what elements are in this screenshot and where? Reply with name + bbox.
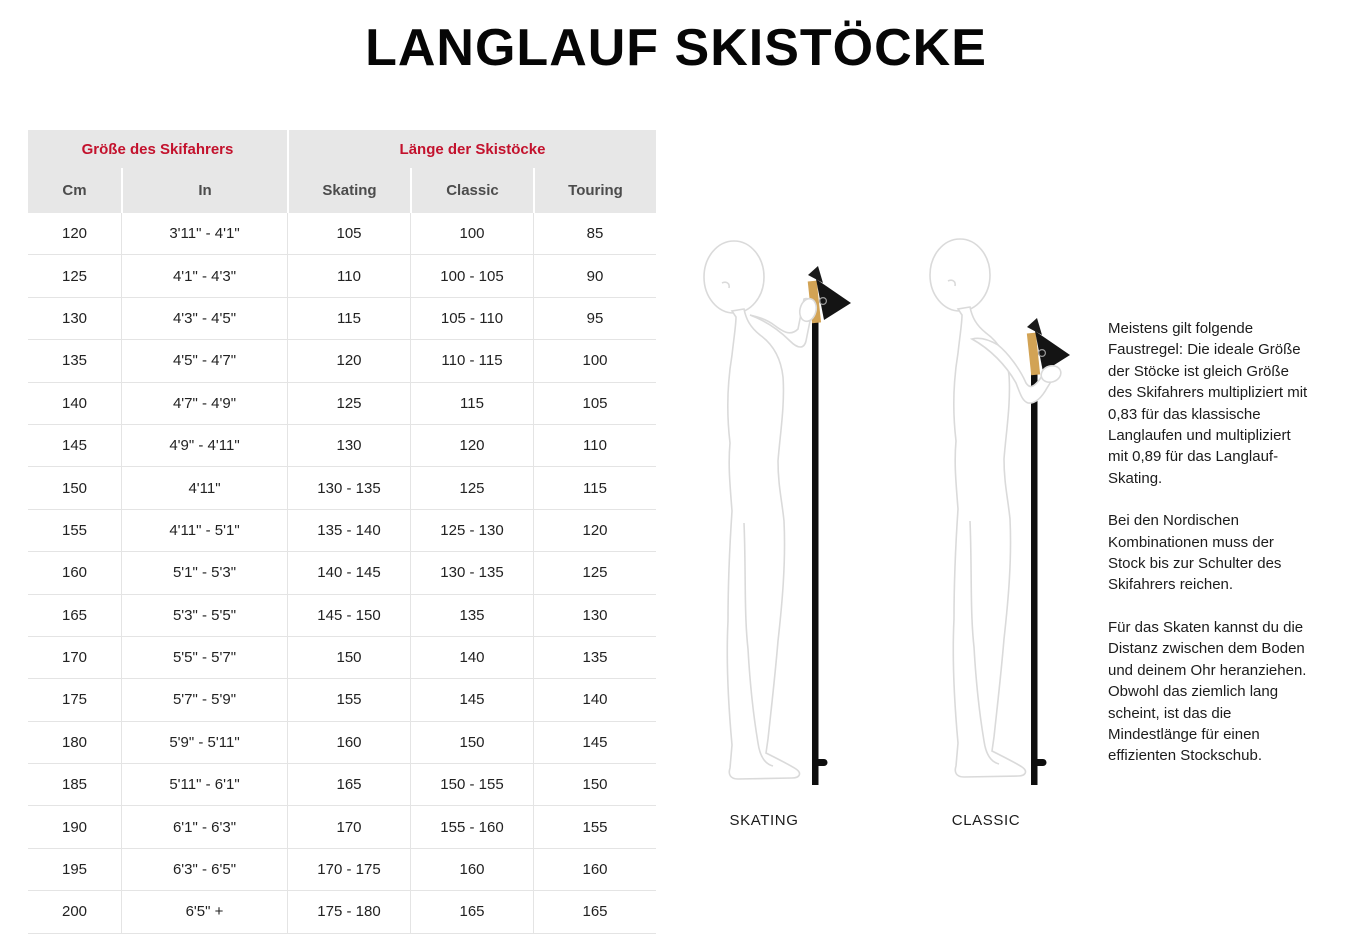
table-cell-in: 4'3" - 4'5" <box>122 298 288 339</box>
table-cell-classic: 160 <box>411 849 534 890</box>
table-cell-skating: 160 <box>288 722 411 763</box>
pole-basket <box>1033 759 1047 766</box>
pole-basket <box>814 759 828 766</box>
table-cell-cm: 155 <box>28 510 122 551</box>
table-cell-skating: 130 <box>288 425 411 466</box>
table-row <box>28 383 656 425</box>
table-cell-classic: 155 - 160 <box>411 806 534 847</box>
table-cell-classic: 100 <box>411 213 534 254</box>
table-cell-in: 4'11" <box>122 467 288 508</box>
table-cell-cm: 150 <box>28 467 122 508</box>
table-cell-in: 5'5" - 5'7" <box>122 637 288 678</box>
table-row <box>28 425 656 467</box>
table-row <box>28 849 656 891</box>
table-cell-classic: 135 <box>411 595 534 636</box>
table-row <box>28 679 656 721</box>
table-cell-touring: 150 <box>582 776 608 794</box>
table-cell-cm: 135 <box>28 340 122 381</box>
table-row <box>28 891 656 933</box>
table-cell-cm: 175 <box>28 679 122 720</box>
skating-label: SKATING <box>729 812 799 829</box>
pole-shaft <box>812 317 819 785</box>
classic-figure-illustration <box>910 233 1090 795</box>
table-cell-touring: 85 <box>586 225 604 243</box>
table-cell-in: 6'3" - 6'5" <box>122 849 288 890</box>
table-cell-cm: 190 <box>28 806 122 847</box>
table-cell-touring: 100 <box>582 352 608 370</box>
table-cell-skating: 115 <box>288 298 411 339</box>
table-cell-in: 5'3" - 5'5" <box>122 595 288 636</box>
table-cell-classic: 105 - 110 <box>411 298 534 339</box>
table-cell-skating: 125 <box>288 383 411 424</box>
table-cell-in: 4'5" - 4'7" <box>122 340 288 381</box>
pole-strap-top <box>1027 318 1042 335</box>
table-cell-skating: 150 <box>288 637 411 678</box>
table-cell-cm: 200 <box>28 891 122 932</box>
pole-strap <box>816 279 851 320</box>
table-cell-skating: 120 <box>288 340 411 381</box>
table-cell-cm: 185 <box>28 764 122 805</box>
table-cell-in: 6'5" + <box>122 891 288 932</box>
table-row <box>28 806 656 848</box>
figure-head <box>930 239 990 311</box>
table-cell-touring: 95 <box>586 309 604 327</box>
table-cell-touring: 165 <box>582 903 608 921</box>
table-cell-classic: 120 <box>411 425 534 466</box>
table-cell-skating: 155 <box>288 679 411 720</box>
table-cell-touring: 110 <box>583 437 607 455</box>
table-row <box>28 213 656 255</box>
table-cell-in: 6'1" - 6'3" <box>122 806 288 847</box>
table-cell-skating: 135 - 140 <box>288 510 411 551</box>
table-row <box>28 764 656 806</box>
table-cell-classic: 100 - 105 <box>411 255 534 296</box>
skating-figure-illustration <box>686 233 866 795</box>
table-cell-in: 4'1" - 4'3" <box>122 255 288 296</box>
table-cell-touring: 120 <box>582 521 608 539</box>
table-cell-touring: 140 <box>582 691 608 709</box>
table-cell-touring: 160 <box>582 861 608 879</box>
table-cell-in: 5'11" - 6'1" <box>122 764 288 805</box>
page-title: LANGLAUF SKISTÖCKE <box>365 19 987 77</box>
table-body <box>28 213 656 934</box>
table-row <box>28 722 656 764</box>
info-paragraph: Bei den Nordischen Kombinationen muss der Stock bis zur Schulter des Skifahrers reichen. <box>1108 512 1282 594</box>
table-cell-classic: 130 - 135 <box>411 552 534 593</box>
info-paragraph: Meistens gilt folgende Faustregel: Die ideale Größe der Stöcke ist gleich Größe des Skifahrers multipliziert mit 0,83 für das klassische Langlaufen und multipliziert mit 0,89 für das Langlauf-Skating. <box>1108 320 1308 487</box>
table-cell-touring: 130 <box>582 606 608 624</box>
pole-strap-top <box>808 266 823 283</box>
classic-label: CLASSIC <box>951 812 1021 829</box>
table-row <box>28 510 656 552</box>
table-cell-classic: 125 <box>411 467 534 508</box>
table-cell-skating: 105 <box>288 213 411 254</box>
table-cell-cm: 165 <box>28 595 122 636</box>
table-row <box>28 637 656 679</box>
table-cell-classic: 110 - 115 <box>411 340 534 381</box>
table-cell-skating: 170 - 175 <box>288 849 411 890</box>
table-column-header-row <box>28 168 656 213</box>
table-cell-classic: 150 - 155 <box>411 764 534 805</box>
table-cell-classic: 150 <box>411 722 534 763</box>
table-cell-in: 3'11" - 4'1" <box>122 213 288 254</box>
table-row <box>28 340 656 382</box>
table-row <box>28 552 656 594</box>
group-header-skier-size: Größe des Skifahrers <box>28 130 287 168</box>
table-cell-cm: 195 <box>28 849 122 890</box>
table-cell-cm: 130 <box>28 298 122 339</box>
table-cell-skating: 110 <box>288 255 411 296</box>
table-row <box>28 298 656 340</box>
figure-head <box>704 241 764 313</box>
table-cell-in: 5'9" - 5'11" <box>122 722 288 763</box>
column-header-skating: Skating <box>289 168 410 213</box>
table-cell-classic: 115 <box>411 383 534 424</box>
table-cell-touring: 90 <box>586 267 604 285</box>
table-cell-in: 4'9" - 4'11" <box>122 425 288 466</box>
table-cell-touring: 105 <box>582 394 608 412</box>
info-paragraph: Für das Skaten kannst du die Distanz zwischen dem Boden und deinem Ohr heranziehen. Obwohl das ziemlich lang scheint, ist das die Mindestlänge für einen effizienten Stockschub. <box>1108 618 1307 765</box>
table-row <box>28 255 656 297</box>
table-cell-classic: 140 <box>411 637 534 678</box>
column-header-in: In <box>123 168 287 213</box>
table-cell-in: 4'11" - 5'1" <box>122 510 288 551</box>
table-row <box>28 467 656 509</box>
table-cell-skating: 175 - 180 <box>288 891 411 932</box>
table-cell-touring: 155 <box>582 818 608 836</box>
table-cell-classic: 165 <box>411 891 534 932</box>
table-cell-cm: 160 <box>28 552 122 593</box>
table-cell-skating: 170 <box>288 806 411 847</box>
table-cell-cm: 120 <box>28 213 122 254</box>
table-cell-skating: 145 - 150 <box>288 595 411 636</box>
table-cell-in: 5'7" - 5'9" <box>122 679 288 720</box>
figure-body <box>727 309 799 779</box>
table-cell-touring: 145 <box>582 733 608 751</box>
column-header-classic: Classic <box>412 168 533 213</box>
table-cell-cm: 180 <box>28 722 122 763</box>
table-cell-cm: 145 <box>28 425 122 466</box>
table-cell-classic: 125 - 130 <box>411 510 534 551</box>
table-cell-skating: 130 - 135 <box>288 467 411 508</box>
table-cell-skating: 140 - 145 <box>288 552 411 593</box>
table-cell-cm: 125 <box>28 255 122 296</box>
table-cell-cm: 140 <box>28 383 122 424</box>
table-cell-in: 5'1" - 5'3" <box>122 552 288 593</box>
info-text-block <box>1108 318 1314 788</box>
table-cell-touring: 115 <box>583 479 607 497</box>
table-group-header-row <box>28 130 656 168</box>
table-cell-in: 4'7" - 4'9" <box>122 383 288 424</box>
group-header-pole-length: Länge der Skistöcke <box>289 130 656 168</box>
column-header-touring: Touring <box>535 168 656 213</box>
table-cell-touring: 125 <box>582 564 608 582</box>
size-table <box>28 130 656 934</box>
table-cell-cm: 170 <box>28 637 122 678</box>
skating-pole <box>808 266 851 785</box>
table-row <box>28 595 656 637</box>
table-cell-classic: 145 <box>411 679 534 720</box>
pole-shaft <box>1031 367 1038 785</box>
column-header-cm: Cm <box>28 168 121 213</box>
table-cell-touring: 135 <box>582 649 608 667</box>
table-cell-skating: 165 <box>288 764 411 805</box>
